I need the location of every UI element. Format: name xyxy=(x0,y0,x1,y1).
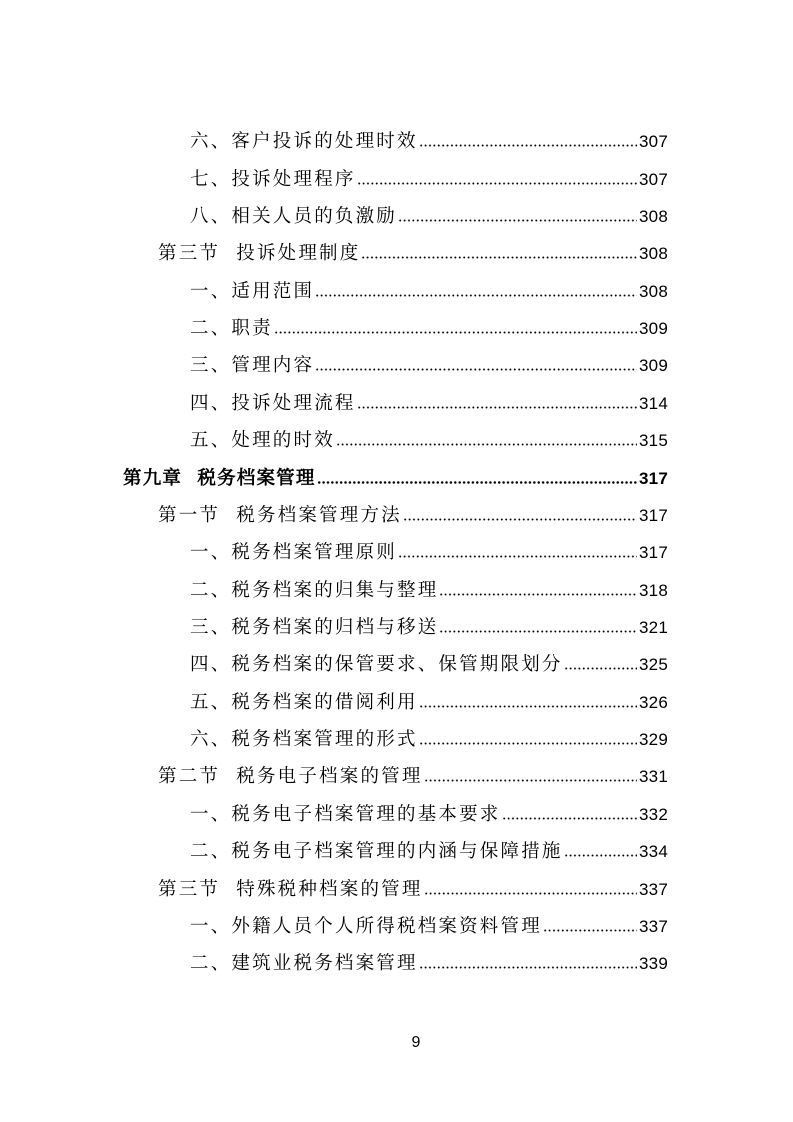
toc-entry-title: 一、税务电子档案管理的基本要求 xyxy=(190,803,501,825)
toc-entry-page-number: 317 xyxy=(639,505,668,525)
toc-item-entry xyxy=(190,273,668,310)
toc-item-entry xyxy=(190,347,668,384)
toc-item-entry xyxy=(190,123,668,160)
toc-entry-title: 二、建筑业税务档案管理 xyxy=(190,953,418,975)
toc-entry-title: 第一节 税务档案管理方法 xyxy=(158,504,402,526)
toc-entry-title: 一、税务档案管理原则 xyxy=(190,542,398,564)
toc-entry-page-number: 321 xyxy=(639,617,668,637)
toc-item-entry xyxy=(190,534,668,571)
toc-item-entry xyxy=(190,945,668,982)
toc-entry-title: 八、相关人员的负激励 xyxy=(190,206,398,228)
dot-leader xyxy=(315,368,637,371)
dot-leader xyxy=(403,518,637,521)
toc-section-entry xyxy=(158,497,668,534)
toc-entry-title: 二、职责 xyxy=(190,318,273,340)
toc-item-entry xyxy=(190,572,668,609)
dot-leader xyxy=(361,256,637,259)
dot-leader xyxy=(315,294,637,297)
dot-leader xyxy=(439,593,637,596)
dot-leader xyxy=(419,144,637,147)
dot-leader xyxy=(317,481,637,484)
toc-entry-page-number: 308 xyxy=(639,207,668,227)
dot-leader xyxy=(502,817,638,820)
toc-entry-title: 第三节 特殊税种档案的管理 xyxy=(158,878,423,900)
toc-item-entry xyxy=(190,833,668,870)
toc-entry-page-number: 334 xyxy=(639,842,668,862)
toc-entry-title: 四、投诉处理流程 xyxy=(190,392,356,414)
dot-leader xyxy=(274,331,637,334)
toc-chapter-entry xyxy=(123,460,668,497)
toc-entry-page-number: 309 xyxy=(639,356,668,376)
page-number: 9 xyxy=(411,1034,421,1051)
toc-item-entry xyxy=(190,422,668,459)
toc-entry-page-number: 332 xyxy=(639,804,668,824)
dot-leader xyxy=(439,630,637,633)
dot-leader xyxy=(398,555,637,558)
dot-leader xyxy=(398,219,637,222)
toc-section-entry xyxy=(158,871,668,908)
toc-entry-page-number: 337 xyxy=(639,879,668,899)
toc-entry-title: 五、处理的时效 xyxy=(190,430,335,452)
toc-entry-page-number: 308 xyxy=(639,281,668,301)
toc-entry-page-number: 326 xyxy=(639,692,668,712)
toc-entry-title: 第九章 税务档案管理 xyxy=(123,467,316,489)
toc-item-entry xyxy=(190,721,668,758)
toc-entry-page-number: 339 xyxy=(639,954,668,974)
dot-leader xyxy=(357,182,637,185)
dot-leader xyxy=(543,929,637,932)
toc-entry-page-number: 307 xyxy=(639,132,668,152)
toc-entry-page-number: 337 xyxy=(639,916,668,936)
dot-leader xyxy=(564,667,637,670)
toc-item-entry xyxy=(190,684,668,721)
toc-entry-page-number: 318 xyxy=(639,580,668,600)
toc-item-entry xyxy=(190,310,668,347)
toc-entry-title: 二、税务档案的归集与整理 xyxy=(190,579,439,601)
toc-entry-title: 三、税务档案的归档与移送 xyxy=(190,616,439,638)
toc-entry-title: 一、适用范围 xyxy=(190,280,315,302)
dot-leader xyxy=(564,854,637,857)
toc-section-entry xyxy=(158,235,668,272)
dot-leader xyxy=(424,779,637,782)
toc-item-entry xyxy=(190,908,668,945)
toc-item-entry xyxy=(190,385,668,422)
toc-entry-page-number: 325 xyxy=(639,655,668,675)
dot-leader xyxy=(357,406,637,409)
toc-item-entry xyxy=(190,646,668,683)
dot-leader xyxy=(419,705,637,708)
toc-entry-page-number: 331 xyxy=(639,767,668,787)
toc-section-entry xyxy=(158,758,668,795)
toc-entry-page-number: 329 xyxy=(639,730,668,750)
toc-entry-title: 三、管理内容 xyxy=(190,355,315,377)
toc-entry-page-number: 315 xyxy=(639,431,668,451)
dot-leader xyxy=(336,443,637,446)
toc-entry-page-number: 314 xyxy=(639,393,668,413)
toc-item-entry xyxy=(190,161,668,198)
dot-leader xyxy=(419,966,637,969)
toc-entry-title: 第三节 投诉处理制度 xyxy=(158,243,361,265)
toc-entry-title: 六、税务档案管理的形式 xyxy=(190,729,418,751)
toc-entry-page-number: 307 xyxy=(639,169,668,189)
toc-entry-title: 五、税务档案的借阅利用 xyxy=(190,691,418,713)
toc-entry-page-number: 309 xyxy=(639,319,668,339)
toc-item-entry xyxy=(190,796,668,833)
toc-item-entry xyxy=(190,609,668,646)
dot-leader xyxy=(424,892,637,895)
toc-entry-title: 第二节 税务电子档案的管理 xyxy=(158,766,423,788)
toc-entry-page-number: 317 xyxy=(639,543,668,563)
dot-leader xyxy=(419,742,637,745)
toc-entry-title: 七、投诉处理程序 xyxy=(190,168,356,190)
toc-entry-page-number: 317 xyxy=(639,468,668,488)
toc-entry-title: 二、税务电子档案管理的内涵与保障措施 xyxy=(190,841,563,863)
toc-item-entry xyxy=(190,198,668,235)
toc-entry-page-number: 308 xyxy=(639,244,668,264)
toc-entry-title: 一、外籍人员个人所得税档案资料管理 xyxy=(190,915,542,937)
toc-entry-title: 六、客户投诉的处理时效 xyxy=(190,131,418,153)
toc-entry-title: 四、税务档案的保管要求、保管期限划分 xyxy=(190,654,563,676)
